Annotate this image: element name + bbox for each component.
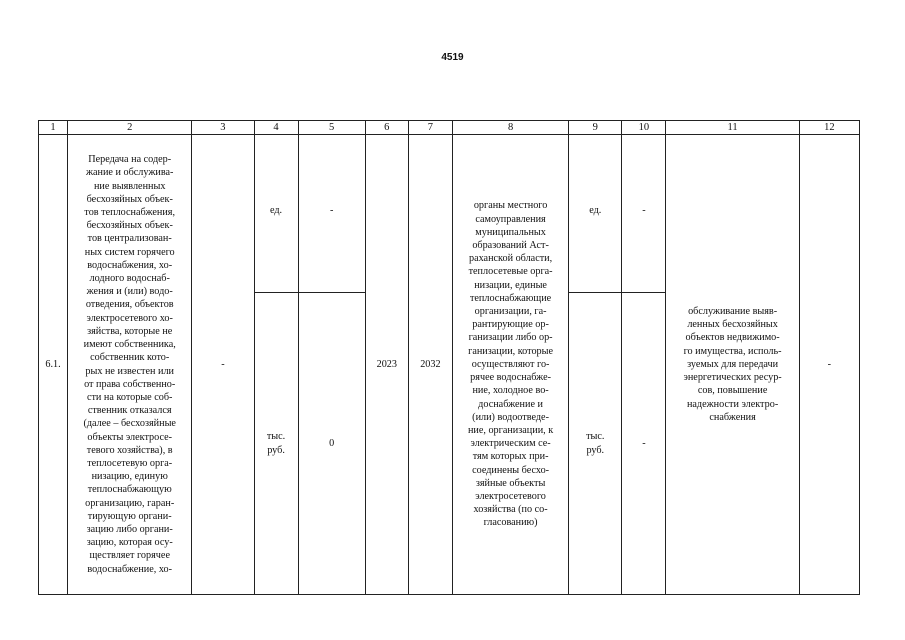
col12-value: - — [827, 358, 832, 370]
row-number: 6.1. — [45, 358, 61, 370]
unit-upper-cell — [254, 135, 298, 293]
value2-lower-cell — [622, 293, 666, 595]
col3-value: - — [221, 358, 225, 370]
column-number: 2 — [68, 121, 192, 135]
measure-name: Передача на содер- жание и обслужива- ние выявленных бесхозяйных объек- тов теплоснабжения, бесхозяйных объек- тов централизован- ных систем горячего водоснабжения, хо- лодного водоснаб- жения и (или) водо- отведения, объектов электросетевого хо- зяйства, которые не имеют собственника, собственник кото- рых не известен или от права собственно- сти на которые соб- ственник отказался (далее – бесхозяйные объекты электросе- тевого хозяйства), в теплосетевую орга- низацию, единую теплоснабжающую организацию, гаран- тирующую органи- зацию либо органи- зацию, которая осу- ществляет горячее водоснабжение, хо- — [83, 154, 176, 575]
year-end: 2032 — [420, 358, 441, 370]
column-number: 3 — [192, 121, 254, 135]
value-upper: - — [329, 204, 334, 216]
value2-upper-cell — [622, 135, 666, 293]
column-number: 7 — [408, 121, 452, 135]
column-number: 9 — [569, 121, 622, 135]
program-measures-table — [38, 120, 860, 595]
column-number: 4 — [254, 121, 298, 135]
value-lower-cell — [298, 293, 365, 595]
value-lower: 0 — [329, 437, 335, 449]
unit2-lower: тыс. руб. — [586, 431, 605, 456]
page-number: 4519 — [441, 52, 464, 63]
table-row — [39, 135, 860, 293]
year-end-cell — [408, 135, 452, 595]
unit2-lower-cell — [569, 293, 622, 595]
column-number: 10 — [622, 121, 666, 135]
executors: органы местного самоуправления муниципальных образований Аст- раханской области, теплосетевые орга- низации, единые теплоснабжающие организации, га- рантирующие ор- ганизации либо ор- ганизации, которые осуществляют го- рячее водоснабже- ние, холодное во- доснабжение и (или) водоотведе- ние, организации, к электрическим се- тям которых при- соединены бесхо- зяйные объекты электросетевого хозяйства (по со- гласованию) — [467, 200, 554, 529]
executors-cell — [452, 135, 568, 595]
unit2-upper: ед. — [589, 204, 602, 216]
row-number-cell — [39, 135, 68, 595]
column-number: 1 — [39, 121, 68, 135]
value2-upper: - — [642, 204, 646, 216]
unit-upper: ед. — [269, 204, 283, 216]
result-cell — [666, 135, 799, 595]
column-number: 6 — [365, 121, 408, 135]
column-number: 5 — [298, 121, 365, 135]
unit2-upper-cell — [569, 135, 622, 293]
col12-cell — [799, 135, 859, 595]
col3-cell — [192, 135, 254, 595]
expected-result: обслуживание выяв- ленных бесхозяйных объектов недвижимо- го имущества, исполь- зуемых для передачи энергетических ресур- сов, повышение надежности электро- снабжения — [683, 306, 782, 423]
unit-lower-cell — [254, 293, 298, 595]
year-start-cell — [365, 135, 408, 595]
column-number: 12 — [799, 121, 859, 135]
unit-lower: тыс. руб. — [266, 431, 286, 456]
measure-name-cell — [68, 135, 192, 595]
year-start: 2023 — [376, 358, 397, 370]
value2-lower: - — [642, 437, 646, 449]
column-number: 8 — [452, 121, 568, 135]
column-number-row — [39, 121, 860, 135]
column-number: 11 — [666, 121, 799, 135]
value-upper-cell — [298, 135, 365, 293]
